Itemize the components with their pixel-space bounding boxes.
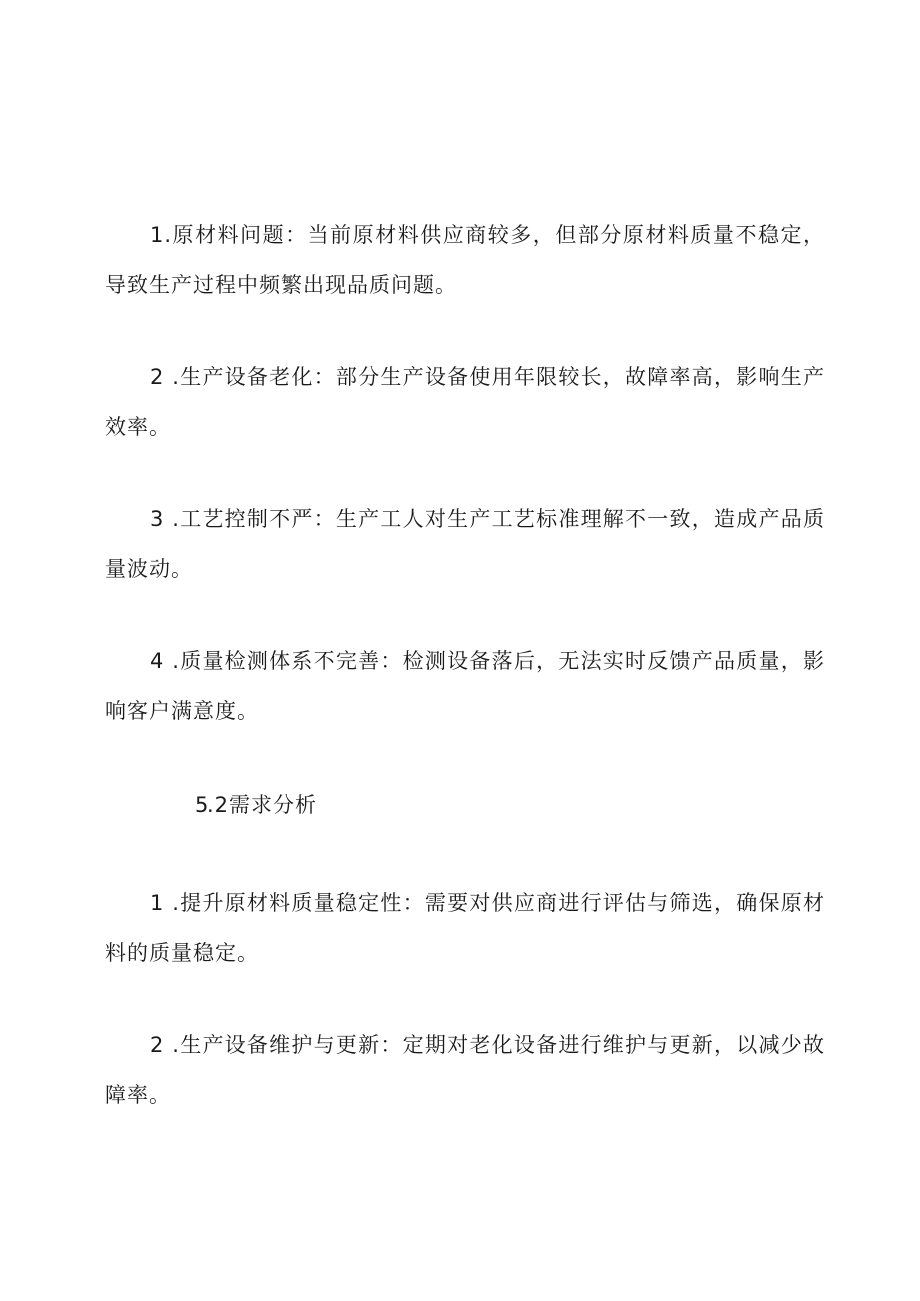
paragraph-raw-material: 1.原材料问题：当前原材料供应商较多，但部分原材料质量不稳定，导致生产过程中频繁出现品质问题。 <box>105 223 825 297</box>
section-heading <box>105 780 825 830</box>
section-title: .2需求分析 <box>207 793 318 817</box>
paragraph-need-equipment-maintenance: 2 .生产设备维护与更新：定期对老化设备进行维护与更新，以减少故障率。 <box>105 1033 825 1107</box>
paragraph-need-material-stability: 1 .提升原材料质量稳定性：需要对供应商进行评估与筛选，确保原材料的质量稳定。 <box>105 891 825 965</box>
paragraph-process-control: 3 .工艺控制不严：生产工人对生产工艺标准理解不一致，造成产品质量波动。 <box>105 507 825 581</box>
paragraph-equipment-aging: 2 .生产设备老化：部分生产设备使用年限较长，故障率高，影响生产效率。 <box>105 365 825 439</box>
paragraph-quality-inspection: 4 .质量检测体系不完善：检测设备落后，无法实时反馈产品质量，影响客户满意度。 <box>105 649 825 723</box>
section-number: 5 <box>195 793 210 817</box>
